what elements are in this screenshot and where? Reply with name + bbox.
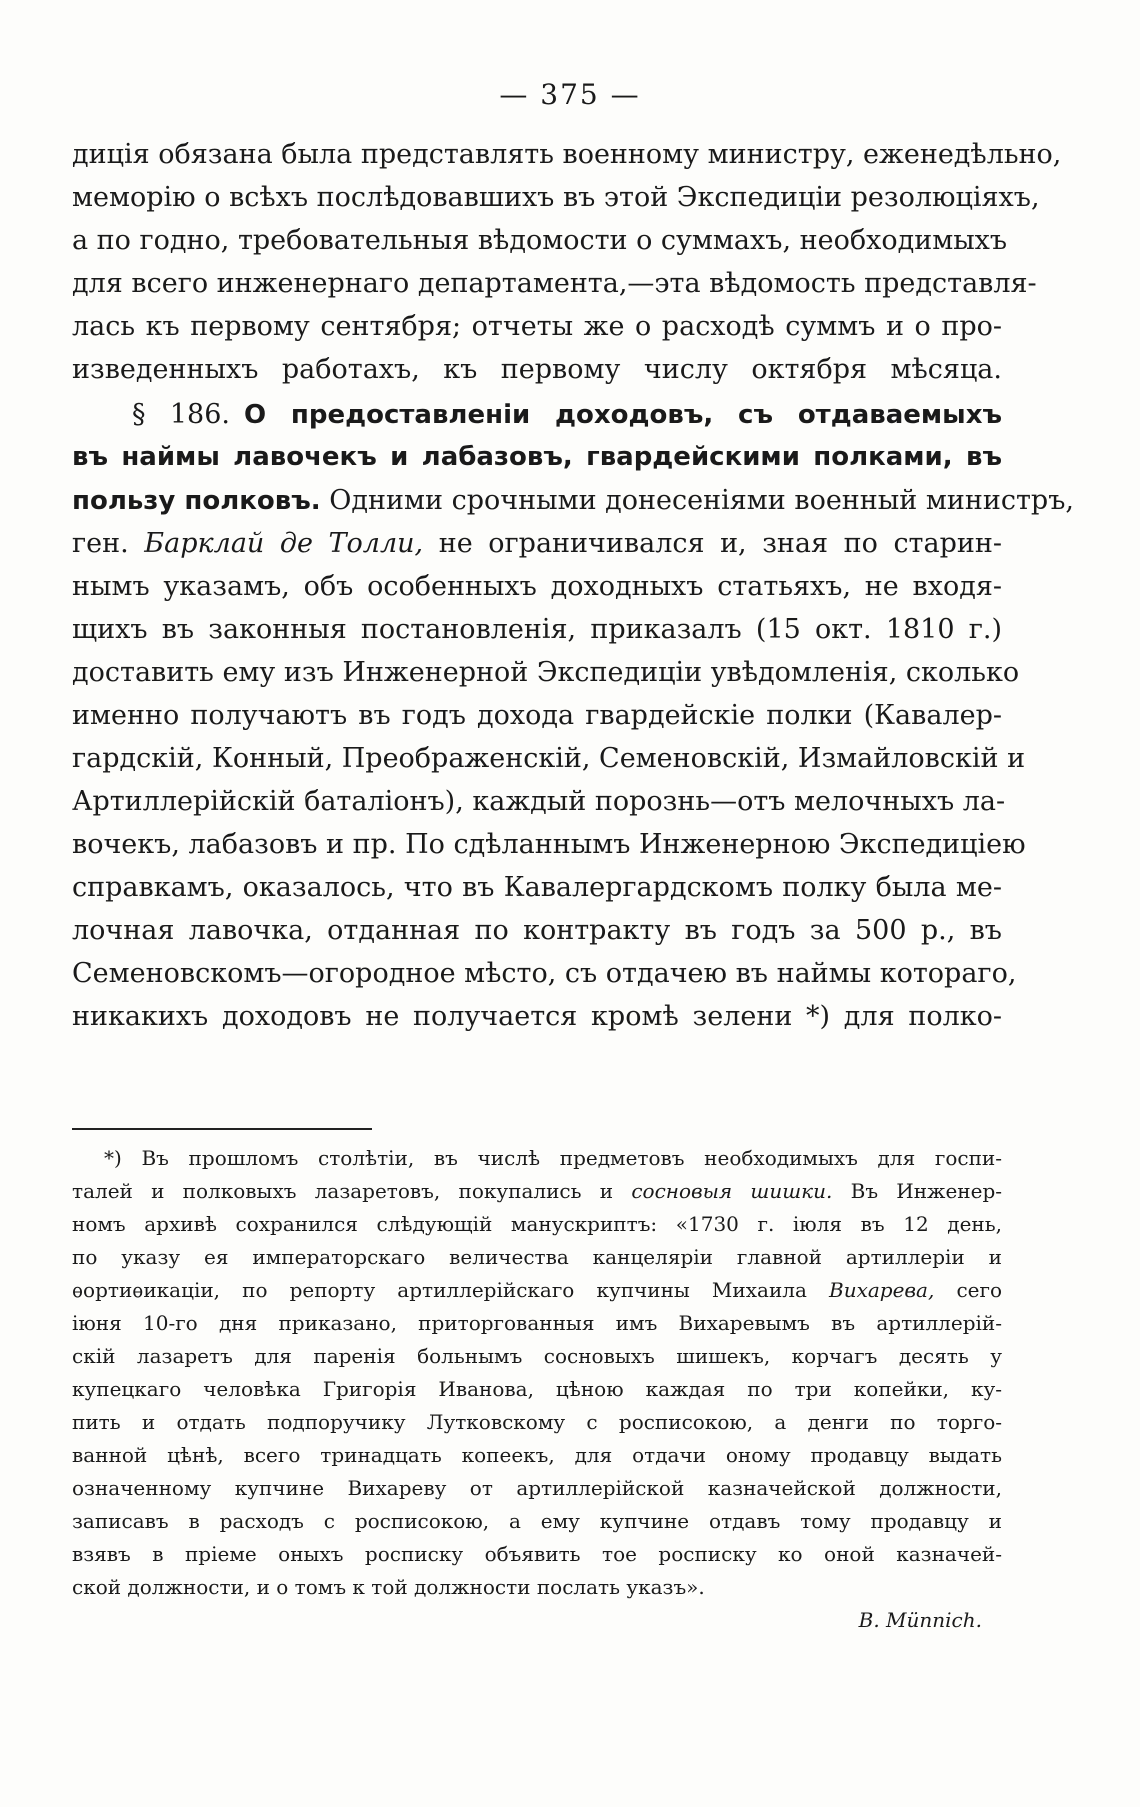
footnote-line: взявъ в пріеме оныхъ росписку объявить тое росписку ко оной казначей-	[72, 1542, 1002, 1566]
footnote	[72, 1142, 1002, 1637]
text-line: для всего инженернаго департамента,—эта вѣдомость представля-	[72, 268, 1037, 299]
text-line: Семеновскомъ—огородное мѣсто, съ отдачею въ наймы котораго,	[72, 958, 1017, 989]
footnote-line: купецкаго человѣка Григорія Иванова, цѣною каждая по три копейки, ку-	[72, 1377, 1002, 1401]
text-run: Въ Инженер-	[850, 1179, 1003, 1203]
page-number: — 375 —	[499, 78, 641, 111]
text-line: именно получаютъ въ годъ дохода гвардейскіе полки (Кавалер-	[72, 700, 1002, 731]
text-line: вочекъ, лабазовъ и пр. По сдѣланнымъ Инженерною Экспедиціею	[72, 829, 1026, 860]
text-line: никакихъ доходовъ не получается кромѣ зелени *) для полко-	[72, 1001, 1002, 1032]
text-line: Артиллерійскій баталіонъ), каждый порознь—отъ мелочныхъ ла-	[72, 786, 1006, 817]
signature: B. Münnich.	[858, 1608, 982, 1632]
person-name: Вихарева,	[829, 1278, 935, 1302]
text-run: сего	[956, 1278, 1002, 1302]
footnote-line	[72, 1175, 1002, 1208]
section-heading-end: пользу полковъ.	[72, 486, 321, 516]
paragraph-continuation	[72, 133, 1062, 391]
footnote-divider	[72, 1128, 372, 1130]
text-line: лочная лавочка, отданная по контракту въ годъ за 500 р., въ	[72, 915, 1002, 946]
emphasis: сосновыя шишки.	[631, 1179, 833, 1203]
text-line: лась къ первому сентября; отчеты же о расходѣ суммъ и о про-	[72, 311, 1002, 342]
text-line: нымъ указамъ, объ особенныхъ доходныхъ статьяхъ, не входя-	[72, 571, 1002, 602]
text-run: ген.	[72, 528, 129, 559]
text-line: изведенныхъ работахъ, къ первому числу октября мѣсяца.	[72, 354, 1002, 385]
text-line: справкамъ, оказалось, что въ Кавалергардскомъ полку была ме-	[72, 872, 1002, 903]
text-run: не ограничивался и, зная по старин-	[438, 528, 1002, 559]
section-heading: О предоставленіи доходовъ, съ отдаваемыхъ	[243, 400, 1002, 430]
text-line: гардскій, Конный, Преображенскій, Семеновскій, Измайловскій и	[72, 743, 1026, 774]
text-line: меморію о всѣхъ послѣдовавшихъ въ этой Экспедиціи резолюціяхъ,	[72, 182, 1040, 213]
footnote-line: означенному купчине Вихареву от артиллерійской казначейской должности,	[72, 1476, 1002, 1500]
footnote-line: номъ архивѣ сохранился слѣдующій манускриптъ: «1730 г. іюля въ 12 день,	[72, 1212, 1002, 1236]
section-186	[72, 393, 1074, 1038]
footnote-line: скій лазаретъ для паренія больнымъ сосновыхъ шишекъ, корчагъ десять у	[72, 1344, 1002, 1368]
text-run: ѳортиѳикаціи, по репорту артиллерійскаго купчины Михаила	[72, 1278, 807, 1302]
footnote-line: записавъ в расходъ с росписокою, а ему купчине отдавъ тому продавцу и	[72, 1509, 1002, 1533]
footnote-line: по указу ея императорскаго величества канцеляріи главной артиллеріи и	[72, 1245, 1002, 1269]
text-run: Одними срочными донесеніями военный министръ,	[329, 485, 1074, 516]
footnote-line: пить и отдать подпоручику Лутковскому с росписокою, а денги по торго-	[72, 1410, 1002, 1434]
section-heading-line: въ наймы лавочекъ и лабазовъ, гвардейскими полками, въ	[72, 442, 1002, 472]
person-name: Барклай де Толли,	[144, 528, 424, 559]
section-heading-line	[72, 393, 1002, 436]
text-line: а по годно, требовательныя вѣдомости о суммахъ, необходимыхъ	[72, 225, 1008, 256]
text-line: диція обязана была представлять военному министру, еженедѣльно,	[72, 139, 1062, 170]
text-line	[72, 479, 1074, 522]
text-line	[72, 522, 1002, 565]
footnote-line	[72, 1274, 1002, 1307]
footnote-line: іюня 10-го дня приказано, приторгованныя имъ Вихаревымъ въ артиллерій-	[72, 1311, 1002, 1335]
footnote-line: ской должности, и о томъ к той должности послать указъ».	[72, 1575, 705, 1599]
footnote-line: *) Въ прошломъ столѣтіи, въ числѣ предметовъ необходимыхъ для госпи-	[104, 1146, 1002, 1170]
text-line: доставить ему изъ Инженерной Экспедиціи увѣдомленія, сколько	[72, 657, 1020, 688]
section-number: § 186.	[132, 399, 230, 430]
footnote-line: ванной цѣнѣ, всего тринадцать копеекъ, для отдачи оному продавцу выдать	[72, 1443, 1002, 1467]
text-line: щихъ въ законныя постановленія, приказалъ (15 окт. 1810 г.)	[72, 614, 1002, 645]
text-run: талей и полковыхъ лазаретовъ, покупались и	[72, 1179, 614, 1203]
